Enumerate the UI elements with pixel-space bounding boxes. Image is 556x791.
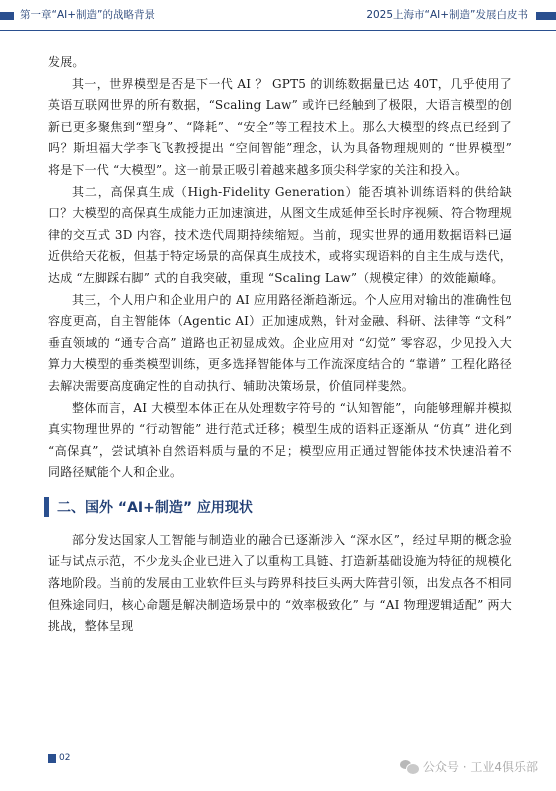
paragraph-overseas-status: 部分发达国家人工智能与制造业的融合已逐渐涉入 “深水区”，经过早期的概念验证与试点示范，不少龙头企业已进入了以重构工具链、打造新基础设施为特征的规模化落地阶段。当前的发展由工业软件巨头与跨界科技巨头两大阵营引领，出发点各不相同但殊途同归，核心命题是解决制造场景中的 “效率极致化” 与 “AI 物理逻辑适配” 两大挑战，整体呈现: [48, 532, 512, 634]
section-heading-title: 二、国外 “AI+制造” 应用现状: [57, 499, 253, 516]
section-heading-bar: [44, 497, 49, 517]
watermark-text: 公众号 · 工业4俱乐部: [422, 759, 538, 774]
chapter-title: 第一章“AI+制造”的战略背景: [14, 4, 161, 26]
page-number-marker: [48, 754, 56, 763]
page-header: [0, 0, 556, 34]
watermark: [400, 757, 538, 775]
paragraph-high-fidelity: 其二，高保真生成（High-Fidelity Generation）能否填补训练语料的供给缺口？大模型的高保真生成能力正加速演进，从图文生成延伸至长时序视频、符合物理规律的交互式 3D 内容，技术迭代周期持续缩短。当前，现实世界的通用数据语料已逼近供给天花板，但基于特定场景的高保真生成技术，或将实现语料的自主生成与迭代，达成 “左脚踩右脚” 式的自我突破，重现 “Scaling Law”（规模定律）的效能巅峰。: [48, 184, 512, 285]
section-heading: [44, 494, 512, 520]
page-number-text: 02: [59, 753, 71, 763]
page-number: [48, 752, 70, 764]
paragraph-application-paths: 其三，个人用户和企业用户的 AI 应用路径渐趋渐远。个人应用对输出的准确性包容度更高，自主智能体（Agentic AI）正加速成熟，针对金融、科研、法律等 “文科” 垂直领域的 “通专合高” 道路也正初显成效。企业应用对 “幻觉” 零容忍，少见投入大算力大模型的垂类模型训练，更多选择智能体与工作流深度结合的 “靠谱” 工程化路径去解决需要高度确定性的自动执行、辅助决策场景，价值同样斐然。: [48, 292, 512, 393]
body-text: [48, 52, 512, 638]
wechat-icon: [400, 759, 418, 773]
header-rule: [0, 30, 556, 31]
header-right-accent-bar: [536, 12, 556, 20]
paragraph-continuation: 发展。: [48, 55, 85, 69]
paragraph-world-model: 其一，世界模型是否是下一代 AI ？ GPT5 的训练数据量已达 40T，几乎使用了英语互联网世界的所有数据，“Scaling Law” 或许已经触到了极限，大语言模型的创新已更多聚焦到“塑身”、“降耗”、“安全”等工程技术上。那么大模型的终点已经到了吗？斯坦福大学李飞飞教授提出 “空间智能”理念，认为具备物理规则的 “世界模型” 将是下一代 “大模型”。这一前景正吸引着越来越多顶尖科学家的关注和投入。: [48, 76, 512, 177]
document-title: 2025上海市“AI+制造”发展白皮书: [360, 4, 534, 26]
paragraph-summary: 整体而言，AI 大模型本体正在从处理数字符号的 “认知智能”，向能够理解并模拟真实物理世界的 “行动智能” 进行范式迁移；模型生成的语料正逐渐从 “仿真” 进化到 “高保真”，尝试填补自然语料质与量的不足；模型应用正通过智能体技术快速沿着不同路径赋能个人和企业。: [48, 400, 512, 480]
